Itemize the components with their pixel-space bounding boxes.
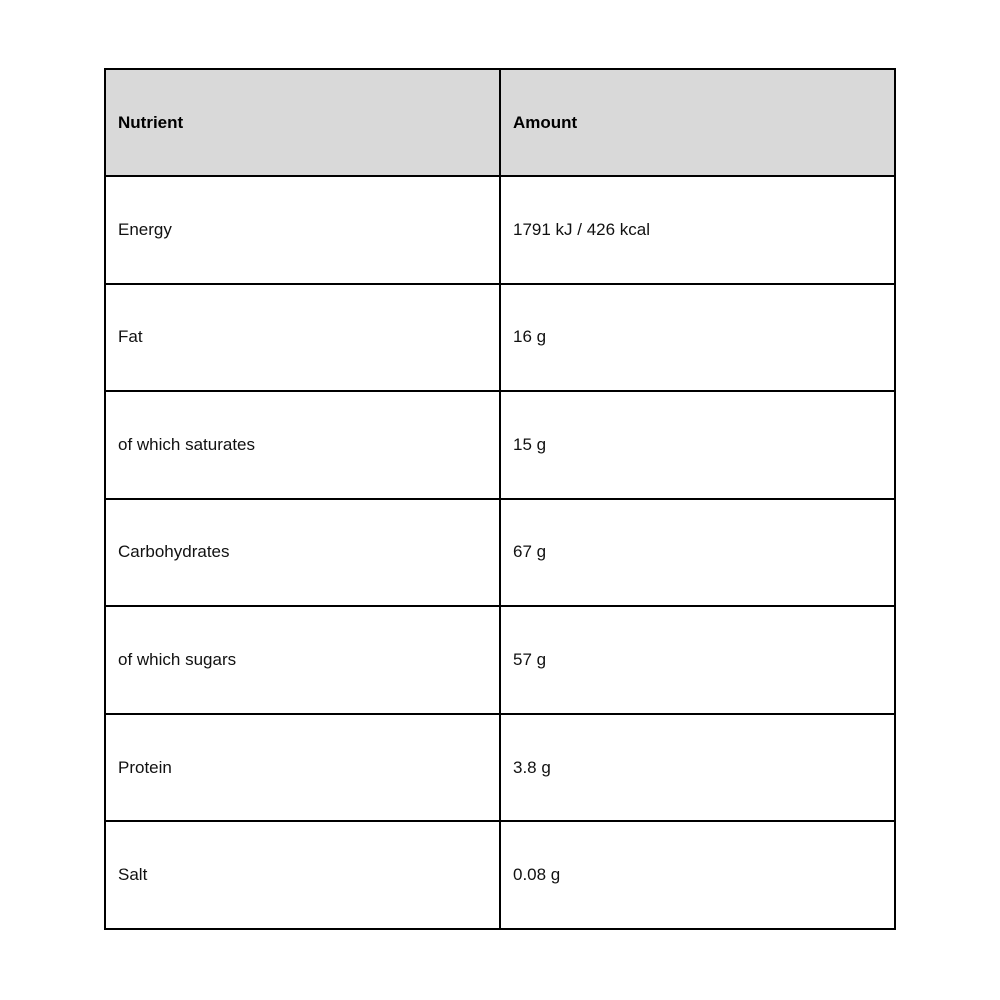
nutrient-cell: Protein — [105, 714, 500, 822]
nutrient-cell: Carbohydrates — [105, 499, 500, 607]
nutrient-cell: Fat — [105, 284, 500, 392]
table-row — [105, 821, 895, 929]
table-header — [105, 69, 895, 176]
amount-cell: 1791 kJ / 426 kcal — [500, 176, 895, 284]
amount-cell: 0.08 g — [500, 821, 895, 929]
nutrient-cell: of which saturates — [105, 391, 500, 499]
nutrient-cell: Salt — [105, 821, 500, 929]
table-row — [105, 606, 895, 714]
table-row — [105, 284, 895, 392]
header-cell-amount: Amount — [500, 69, 895, 176]
amount-cell: 67 g — [500, 499, 895, 607]
amount-cell: 3.8 g — [500, 714, 895, 822]
header-cell-nutrient: Nutrient — [105, 69, 500, 176]
header-row — [105, 69, 895, 176]
amount-cell: 16 g — [500, 284, 895, 392]
table-row — [105, 391, 895, 499]
amount-cell: 57 g — [500, 606, 895, 714]
nutrient-cell: Energy — [105, 176, 500, 284]
table-body — [105, 176, 895, 929]
amount-cell: 15 g — [500, 391, 895, 499]
table-row — [105, 176, 895, 284]
nutrition-table — [104, 68, 896, 930]
table-row — [105, 499, 895, 607]
nutrient-cell: of which sugars — [105, 606, 500, 714]
table-row — [105, 714, 895, 822]
